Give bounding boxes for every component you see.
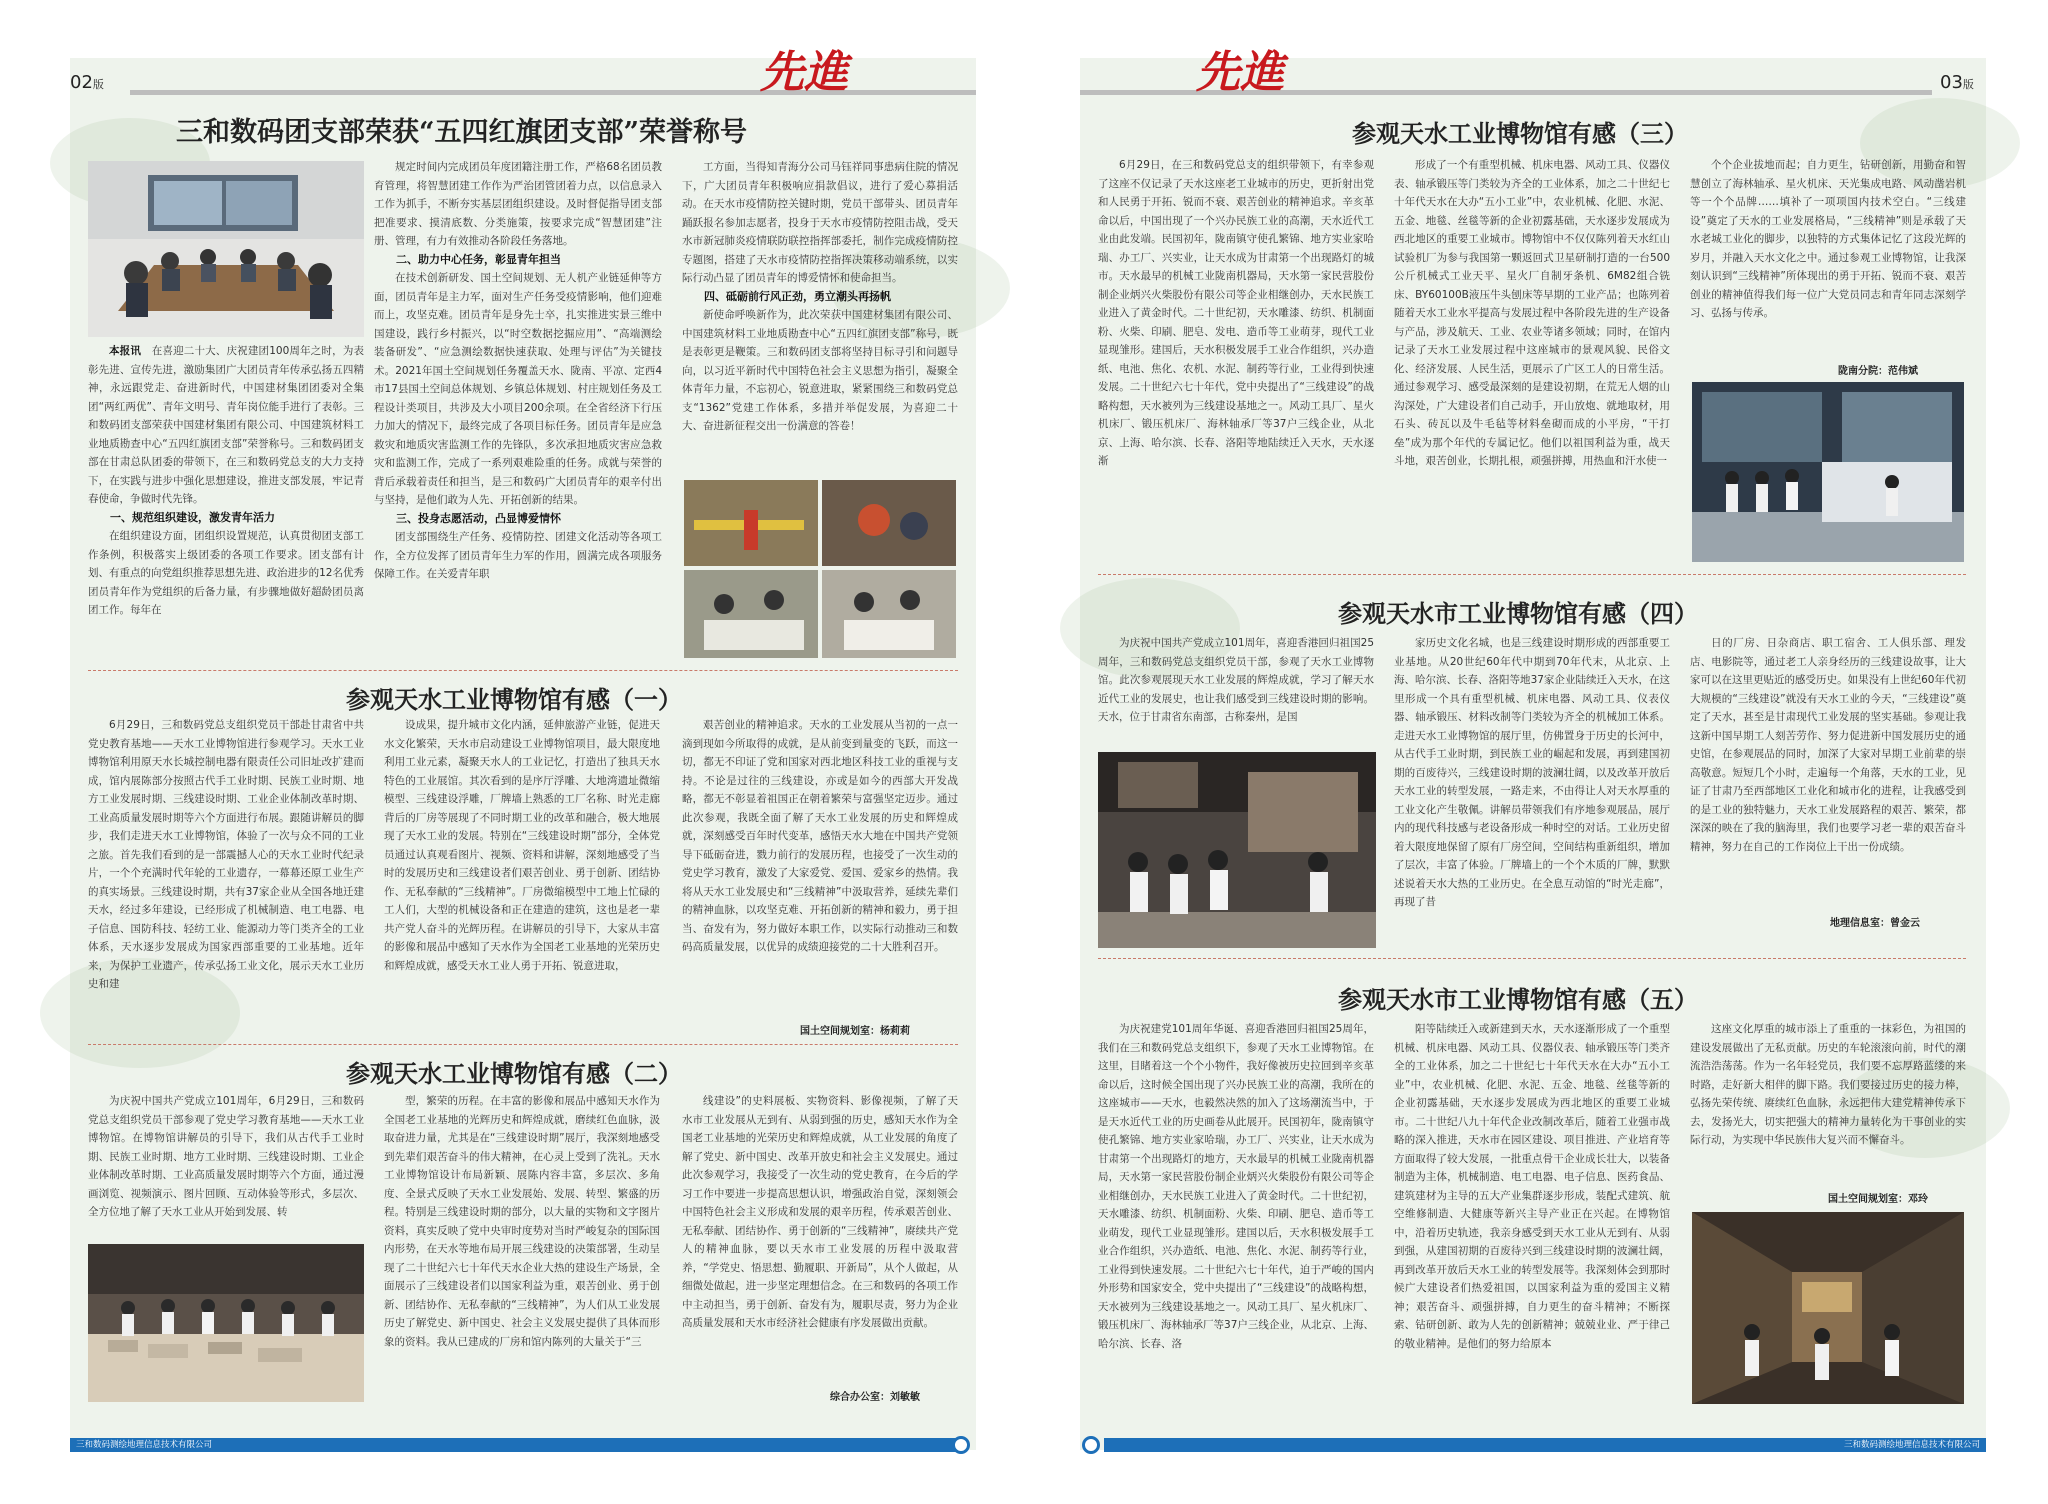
photo-visitors-exhibit <box>1098 752 1376 948</box>
article-1-text: 在组织建设方面，团组织设置规范，认真贯彻团支部工作条例，积极落实上级团委的各项工作要求。团支部有计划、有重点的向党组织推荐思想先进、政治进步的12名优秀团员青年作为党组织的后备力量，有步骤地做好超龄团员离团工作。每年在 <box>88 530 364 616</box>
article-1-text: 在技术创新研发、国土空间规划、无人机产业链延伸等方面，团员青年是主力军，面对生产任务受疫情影响，他们迎难而上，攻坚克难。团员青年是身先士卒，扎实推进实景三维中国建设，践行乡村振兴，以“时空数据挖掘应用”、“高端测绘装备研发”、“应急测绘数据快速获取、处理与评估”为关键技术。2021年国土空间规划任务覆盖天水、陇南、平凉、定西4市17县国土空间总体规划、乡镇总体规划、村庄规划任务及工程设计类项目，共涉及大小项目200余项。在全省经济下行压力加大的情况下，最终完成了各项目标任务。团员青年是应急救灾和地质灾害监测工作的先锋队，多次承担地质灾害应急救灾和监测工作，完成了一系列艰难险重的任务。成就与荣誉的背后承载着责任和担当，是三和数码广大团员青年的艰辛付出与坚持，是他们敢为人先、开拓创新的结果。 <box>374 272 662 506</box>
footer-bar-right: 三和数码测绘地理信息技术有限公司 <box>1104 1438 1986 1452</box>
article-6-title: 参观天水市工业博物馆有感（五） <box>1338 985 1698 1014</box>
article-6-column-1 <box>1098 1020 1374 1404</box>
article-5-column-3 <box>1690 634 1966 910</box>
article-1-text: 在喜迎二十大、庆祝建团100周年之时，为表彰先进、宣传先进，激励集团广大团员青年传承弘扬五四精神，永远跟党走、奋进新时代，中国建材集团团委对全集团“两红两优”、青年文明号、青年岗位能手进行了表彰。三和数码团支部荣获中国建材集团有限公司、中国建筑材料工业地质勘查中心“五四红旗团支部”荣誉称号。三和数码团支部在甘肃总队团委的带领下，在三和数码党总支的大力支持下，在实践与进步中强化思想建设，推进支部发展，牢记青春使命，争做时代先锋。 <box>88 345 364 505</box>
article-1-column-3 <box>682 158 958 476</box>
article-3-column-1 <box>88 1092 364 1240</box>
article-5-column-1 <box>1098 634 1374 746</box>
article-2-column-2 <box>384 716 660 1036</box>
article-6-byline: 国土空间规划室：邓玲 <box>1828 1194 1928 1205</box>
article-1-text: 规定时间内完成团员年度团籍注册工作，严格68名团员教育管理，将智慧团建工作作为严治团管团着力点，以信息录入工作为抓手，不断夯实基层团组织建设。及时督促指导团支部把准要求、摸清底数、分类施策，按要求完成“智慧团建”注册、管理，有力有效推动各阶段任务落地。 <box>374 161 662 247</box>
article-5-title: 参观天水市工业博物馆有感（四） <box>1338 599 1698 628</box>
article-1-column-2 <box>374 158 662 660</box>
article-4-column-3 <box>1690 156 1966 360</box>
article-2-title: 参观天水工业博物馆有感（一） <box>346 685 682 714</box>
article-1-text: 新使命呼唤新作为，此次荣获中国建材集团有限公司、中国建筑材料工业地质勘查中心“五四红旗团支部”称号，既是表彰更是鞭策。三和数码团支部将坚持目标寻引和问题导向，以习近平新时代中国特色社会主义思想为指引，凝聚全体青年力量，不忘初心，锐意进取，紧紧围绕三和数码党总支“1362”党建工作体系，多措并举促发展，为喜迎二十大、奋进新征程交出一份满意的答卷！ <box>682 309 958 432</box>
article-2-text: 艰苦创业的精神追求。天水的工业发展从当初的一点一滴到现如今所取得的成就，是从前变到量变的飞跃，而这一切，都无不印证了党和国家对西北地区科技工业的重视与支持。不论是过往的三线建设，亦或是如今的西部大开发战略，都无不彰显着祖国正在朝着繁荣与富强坚定迈步。通过此次参观，我既全面了解了天水工业发展的历史和辉煌成就，深刻感受百年时代变革，感悟天水大地在中国共产党领导下砥砺奋进，戮力前行的发展历程，也接受了一次生动的党史学习教育，激发了大家爱党、爱国、爱家乡的热情。我将从天水工业发展史和“三线精神”中汲取营养，延续先辈们的精神血脉，以攻坚克难、开拓创新的精神和毅力，勇于担当、奋发有为，努力做好本职工作，以实际行动推动三和数码高质量发展，以优异的成绩迎接党的二十大胜利召开。 <box>682 719 958 953</box>
article-2-byline: 国土空间规划室：杨莉莉 <box>800 1026 910 1037</box>
masthead-logo-right: 先進 <box>1196 47 1284 98</box>
article-3-text: 型，繁荣的历程。在丰富的影像和展品中感知天水作为全国老工业基地的光辉历史和辉煌成就，磨续红色血脉，汲取奋进力量，尤其是在“三线建设时期”展厅，我深刻地感受到先辈们艰苦奋斗的伟大精神，在心灵上受到了洗礼。天水工业博物馆设计布局新颖、展陈内容丰富，多层次、多角度、全景式反映了天水工业发展始、发展、转型、繁盛的历程。特别是三线建设时期的部分，以大量的实物和文字图片资料，真实反映了党中央审时度势对当时严峻复杂的国际国内形势，在天水等地布局开展三线建设的决策部署，生动呈现了二十世纪六七十年代天水企业大热的建设生产场景，全面展示了三线建设者们以国家利益为重，艰苦创业、勇于创新、团结协作、无私奉献的“三线精神”，为人们从工业发展历史了解党史、新中国史、社会主义发展史提供了具体而形象的资料。我从已建成的厂房和馆内陈列的大量关于“三 <box>384 1095 660 1348</box>
footer-circle-icon <box>1082 1436 1100 1454</box>
article-5-column-2 <box>1394 634 1670 948</box>
article-1-text: 团支部围绕生产任务、疫情防控、团建文化活动等各项工作，全方位发挥了团员青年生力军的作用，圆满完成各项服务保障工作。在关爱青年职 <box>374 531 662 580</box>
article-6-text: 为庆祝建党101周年华诞、喜迎香港回归祖国25周年，我们在三和数码党总支组织下，参观了天水工业博物馆。在这里，目睹着这一个个小物件，我好像被历史拉回到辛亥革命以后，这时候全国出现了兴办民族工业的高潮，我所在的这座城市——天水，也毅然决然的加入了这场潮流当中，于是天水近代工业的历史画卷从此展开。民国初年，陇南镇守使孔繁锦、地方实业家哈瑞，办工厂、兴实业，让天水成为甘肃第一个出现路灯的地方，天水最早的机械工业陇南机器局，天水第一家民营股份制企业炳兴火柴股份有限公司等企业相继创办，天水民族工业进入了黄金时代。二十世纪初，天水雕漆、纺织、机制面粉、火柴、印刷、肥皂、造币等工业萌发，现代工业显现雏形。建国以后，天水积极发展手工业合作组织，兴办造纸、电池、焦化、水泥、制药等行业，工业得到快速发展。二十世纪六七十年代，迫于严峻的国内外形势和国家安全，党中央提出了“三线建设”的战略构想，天水被列为三线建设基地之一。风动工具厂、星火机床厂、锻压机床厂、海林轴承厂等37户三线企业，从北京、上海、哈尔滨、长春、洛 <box>1098 1023 1374 1350</box>
article-6-text: 这座文化厚重的城市添上了重重的一抹彩色，为祖国的建设发展做出了无私贡献。历史的车轮滚滚向前，时代的潮流浩浩荡荡。作为一名年轻党员，我们要不忘厚路蓝缕的来时路，走好新大相伴的脚下路。我们要接过历史的接力棒，弘扬先荣传统、赓续红色血脉，永远把伟大建党精神传承下去，发扬光大，切实把强大的精神力量转化为干事创业的实际行动，为实现中华民族伟大复兴而不懈奋斗。 <box>1690 1023 1966 1146</box>
section-divider <box>1098 958 1966 959</box>
section-divider <box>88 1044 958 1045</box>
masthead-logo-left: 先進 <box>760 47 848 98</box>
article-2-column-1 <box>88 716 364 1036</box>
article-4-column-1 <box>1098 156 1374 564</box>
article-3-title: 参观天水工业博物馆有感（二） <box>346 1059 682 1088</box>
footer-bar-left: 三和数码测绘地理信息技术有限公司 <box>70 1438 962 1452</box>
article-5-text: 日的厂房、日杂商店、职工宿舍、工人俱乐部、理发店、电影院等，通过老工人亲身经历的三线建设故事，让大家可以在这里更贴近的感受历史。如果没有上世纪60年代初大规模的“三线建设”就没有天水工业的今天，“三线建设”奠定了天水，甚至是甘肃现代工业发展的坚实基础。参观让我这新中国早期工人刻苦劳作、努力促进新中国发展历史的通史馆，在参观展品的同时，加深了大家对早期工业前辈的崇高敬意。短短几个小时，走遍每一个角落，天水的工业，见证了甘肃乃至西部地区工业化和城市化的进程，让我感受到的是工业的独特魅力，天水工业发展路程的艰苦、繁荣，都深深的映在了我的脑海里，我们也要学习老一辈的艰苦奋斗精神，努力在自己的工作岗位上干出一份成绩。 <box>1690 637 1966 853</box>
article-2-text: 6月29日，三和数码党总支组织党员干部赴甘肃省中共党史教育基地——天水工业博物馆进行参观学习。天水工业博物馆利用原天水长城控制电器有限责任公司旧址改扩建而成，馆内展陈部分按照古代手工业时期、民族工业时期、地方工业发展时期、三线建设时期、工业企业体制改革时期、工业高质量发展时期等六个方面进行布展。跟随讲解员的脚步，我们走进天水工业博物馆，体验了一次与众不同的工业之旅。首先我们看到的是一部震撼人心的天水工业时代纪录片，一个个充满时代年轮的工业遗存，一幕幕还原工业生产的真实场景。三线建设时期，共有37家企业从全国各地迁建天水，经过多年建设，已经形成了机械制造、电工电器、电子信息、国防科技、轻纺工业、能源动力等门类齐全的工业体系，天水逐步发展成为国家西部重要的工业基地。近年来，为保护工业遗产，传承弘扬工业文化，展示天水工业历史和建 <box>88 719 364 990</box>
footer-circle-icon <box>952 1436 970 1454</box>
article-6-column-2 <box>1394 1020 1670 1404</box>
article-3-column-3 <box>682 1092 958 1384</box>
article-6-text: 阳等陆续迁入或新建到天水，天水逐渐形成了一个重型机械、机床电器、风动工具、仪器仪表、轴承锻压等门类齐全的工业体系，加之二十世纪七十年代天水在大办“五小工业”中，农业机械、化肥、水泥、五金、地毯、丝毯等新的企业初露基础，天水逐步发展成为西北地区的重要工业城市。二十世纪八九十年代企业改制改革后，随着工业强市战略的深入推进，天水市在园区建设、项目推进、产业培育等方面取得了较大发展，一批重点骨干企业成长壮大，以装备制造为主体，机械制造、电工电器、电子信息、医药食品、建筑建材为主导的五大产业集群逐步形成，装配式建筑、航空维修制造、大健康等新兴主导产业正在兴起。在博物馆中，沿着历史轨迹，我亲身感受到天水工业从无到有、从弱到强，从建国初期的百废待兴到三线建设时期的波澜壮阔，再到改革开放后天水工业的转型发展等。我深刻体会到那时候广大建设者们热爱祖国，以国家利益为重的爱国主义精神；艰苦奋斗、顽强拼搏，自力更生的奋斗精神；不断探索、钻研创新、敢为人先的创新精神；兢兢业业、严于律己的敬业精神。是他们的努力给原本 <box>1394 1023 1670 1350</box>
article-1-text: 工方面，当得知青海分公司马钰祥同事患病住院的情况下，广大团员青年积极响应捐款倡议，进行了爱心募捐活动。在天水市疫情防控关键时期，党员干部带头、团员青年踊跃报名参加志愿者，投身于天水市疫情防控阻击战，受天水市新冠肺炎疫情联防联控指挥部委托，制作完成疫情防控专题图，搭建了天水市疫情防控指挥决策移动端系统，以实际行动凸显了团员青年的博爱情怀和使命担当。 <box>682 161 958 284</box>
article-2-column-3 <box>682 716 958 1020</box>
article-5-text: 家历史文化名城，也是三线建设时期形成的西部重要工业基地。从20世纪60年代中期到70年代末，从北京、上海、哈尔滨、长春、洛阳等地37家企业陆续迁入天水，在这里形成一个具有重型机械、机床电器、风动工具、仪表仪器、轴承锻压、材料改制等门类较为齐全的机械加工体系。走进天水工业博物馆的展厅里，仿佛置身于历史的长河中，从古代手工业时期，到民族工业的崛起和发展，再到建国初期的百废待兴，三线建设时期的波澜壮阔，以及改革开放后天水工业的转型发展，一路走来，不由得让人对天水厚重的工业文化产生敬佩。讲解员带领我们有序地参观展品，展厅内的现代科技感与老设备形成一种时空的对话。工业历史留着大限度地保留了原有厂房空间，空间结构重新组织，增加了层次，丰富了体验。厂牌墙上的一个个木质的厂牌，默默述说着天水大热的工业历史。在全息互动馆的“时光走廊”，再现了昔 <box>1394 637 1670 908</box>
photo-meeting-room <box>88 161 364 337</box>
article-1-subheading-2: 二、助力中心任务，彰显青年担当 <box>396 252 561 266</box>
article-4-text: 个个企业拔地而起；自力更生，钻研创新，用勤奋和智慧创立了海林轴承、星火机床、天光集成电路、风动凿岩机等一个个品牌……填补了一项项国内技术空白。“三线建设”奠定了天水的工业发展格局，“三线精神”则是承载了天水老城工业化的脚步，以独特的方式集体记忆了这段光辉的岁月，并融入天水文化之中。通过参观工业博物馆，让我深刻认识到“三线精神”所体现出的勇于开拓、锐而不衰、艰苦创业的精神值得我们每一位广大党员同志和青年同志深刻学习、弘扬与传承。 <box>1690 159 1966 319</box>
article-6-column-3 <box>1690 1020 1966 1188</box>
article-4-text: 形成了一个有重型机械、机床电器、风动工具、仪器仪表、轴承锻压等门类较为齐全的工业体系，加之二十世纪七十年代天水在大办“五小工业”中，农业机械、化肥、水泥、五金、地毯、丝毯等新的企业初露基础，天水逐步发展成为西北地区的重要工业城市。博物馆中不仅仅陈列着天水红山试验机厂为参与我国第一颗返回式卫星研制打造的一台500公斤机械式工业天平、星火厂自制牙条机、6M82组合铣床、BY60100B液压牛头刨床等早期的工业产品；也陈列着随着天水工业水平提高与发展过程中各阶段先进的生产设备与产品，涉及航天、工业、农业等诸多领域；同时，在馆内记录了天水工业发展过程中这座城市的景观风貌、民俗文化、经济发展、人民生活，更展示了广区工人的日常生活。通过参观学习、感受最深刻的是建设初期，在荒无人烟的山沟深处，广大建设者们自己动手，开山放炮、就地取材，用石头、砖瓦以及牛毛毡等材料垒砌而成的小平房，“干打垒”成为那个年代的专属记忆。他们以祖国利益为重，战天斗地，艰苦创业，长期扎根，顽强拼搏，用热血和汗水使一 <box>1394 159 1670 467</box>
page-number-right: 03版 <box>1940 72 1974 93</box>
article-3-text: 线建设”的史料展板、实物资料、影像视频，了解了天水市工业发展从无到有、从弱到强的历史，感知天水作为全国老工业基地的光荣历史和辉煌成就，从工业发展的角度了解了党史、新中国史、改革开放史和社会主义发展史。通过此次参观学习，我接受了一次生动的党史教育，在今后的学习工作中要进一步提高思想认识，增强政治自觉，深刻领会中国特色社会主义形成和发展的艰辛历程，传承艰苦创业、无私奉献、团结协作、勇于创新的“三线精神”，赓续共产党人的精神血脉，要以天水市工业发展的历程中汲取营养，“学党史、悟思想、勤履职、开新局”，从个人做起，从细微处做起，进一步坚定理想信念。在三和数码的各项工作中主动担当，勇于创新、奋发有为，履职尽责，努力为企业高质量发展和天水市经济社会健康有序发展做出贡献。 <box>682 1095 958 1329</box>
photo-museum-corridor <box>1692 1212 1964 1404</box>
article-1-subheading-4: 四、砥砺前行风正劲，勇立潮头再扬帆 <box>704 289 891 303</box>
article-5-text: 为庆祝中国共产党成立101周年，喜迎香港回归祖国25周年，三和数码党总支组织党员干部，参观了天水工业博物馆。此次参观展现天水工业发展的辉煌成就，学习了解天水近代工业的发展史，也让我们感受到三线建设时期的影响。天水，位于甘肃省东南部，古称秦州，是国 <box>1098 637 1374 723</box>
photo-exhibition-hall <box>1692 382 1964 562</box>
article-1-title: 三和数码团支部荣获“五四红旗团支部”荣誉称号 <box>176 117 748 148</box>
article-4-title: 参观天水工业博物馆有感（三） <box>1352 119 1688 148</box>
header-rule-left <box>130 90 976 95</box>
section-divider <box>88 670 958 671</box>
article-3-byline: 综合办公室：刘敏敏 <box>830 1392 920 1403</box>
article-3-column-2 <box>384 1092 660 1404</box>
photo-volunteer-collage <box>684 480 956 658</box>
article-4-column-2 <box>1394 156 1670 564</box>
article-1-subheading-1: 一、规范组织建设，激发青年活力 <box>110 510 275 524</box>
article-4-text: 6月29日，在三和数码党总支的组织带领下，有幸参观了这座不仅记录了天水这座老工业城市的历史，更折射出党和人民勇于开拓、锐而不衰、艰苦创业的精神追求。辛亥革命以后，中国出现了一个兴办民族工业的高潮，天水近代工业由此发端。民国初年，陇南镇守使孔繁锦、地方实业家哈瑞、办工厂、兴实业，让天水成为甘肃第一个出现路灯的城市。天水最早的机械工业陇南机器局，天水第一家民营股份制企业炳兴火柴股份有限公司等企业相继创办，天水民族工业进入了黄金时代。二十世纪初，天水雕漆、纺织、机制面粉、火柴、印刷、肥皂、发电、造币等工业萌芽，现代工业显现雏形。建国后，天水积极发展手工业合作组织，兴办造纸、电池、焦化、农机、水泥、制药等行业，工业得到快速发展。二十世纪六七十年代，党中央提出了“三线建设”的战略构想，天水被列为三线建设基地之一。风动工具厂、星火机床厂、锻压机床厂、海林轴承厂等37户三线企业，从北京、上海、哈尔滨、长春、洛阳等地陆续迁入天水，天水逐渐 <box>1098 159 1374 467</box>
page-number-left: 02版 <box>70 72 104 93</box>
article-3-text: 为庆祝中国共产党成立101周年，6月29日，三和数码党总支组织党员干部参观了党史学习教育基地——天水工业博物馆。在博物馆讲解员的引导下，我们从古代手工业时期、民族工业时期、地方工业时期、三线建设时期、工业企业体制改革时期、工业高质量发展时期等六个方面，通过漫画浏览、视频演示、图片回顾、互动体验等形式，多层次、全方位地了解了天水工业从开始到发展、转 <box>88 1095 364 1218</box>
section-divider <box>1098 574 1966 575</box>
article-2-text: 设成果，提升城市文化内涵，延伸旅游产业链，促进天水文化繁荣，天水市启动建设工业博物馆项目，最大限度地利用工业元素，凝聚天水人的工业记忆，打造出了独具天水特色的工业展馆。其次看到的是序厅浮雕、大地湾遗址微缩模型、三线建设浮雕，厂牌墙上熟悉的工厂名称、时光走廊背后的厂房等展现了不同时期工业的改革和融合，极大地展现了天水工业的发展。特别在“三线建设时期”部分，全体党员通过认真观看图片、视频、资料和讲解，深刻地感受了当时的发展历史和三线建设者们艰苦创业、勇于创新、团结协作、无私奉献的“三线精神”。厂房微缩模型中工地上忙碌的工人们，大型的机械设备和正在建造的建筑，这也是老一辈共产党人奋斗的光辉历程。在讲解员的引导下，大家从丰富的影像和展品中感知了天水作为全国老工业基地的光荣历史和辉煌成就，感受天水工业人勇于开拓、锐意进取， <box>384 719 660 972</box>
article-1-subheading-3: 三、投身志愿活动，凸显博爱情怀 <box>396 511 561 525</box>
photo-museum-model <box>88 1244 364 1402</box>
article-1-lead: 本报讯 <box>109 345 142 357</box>
article-5-byline: 地理信息室：曾金云 <box>1830 918 1920 929</box>
article-4-byline: 陇南分院：范伟斌 <box>1838 366 1918 377</box>
article-1-column-1 <box>88 342 364 660</box>
